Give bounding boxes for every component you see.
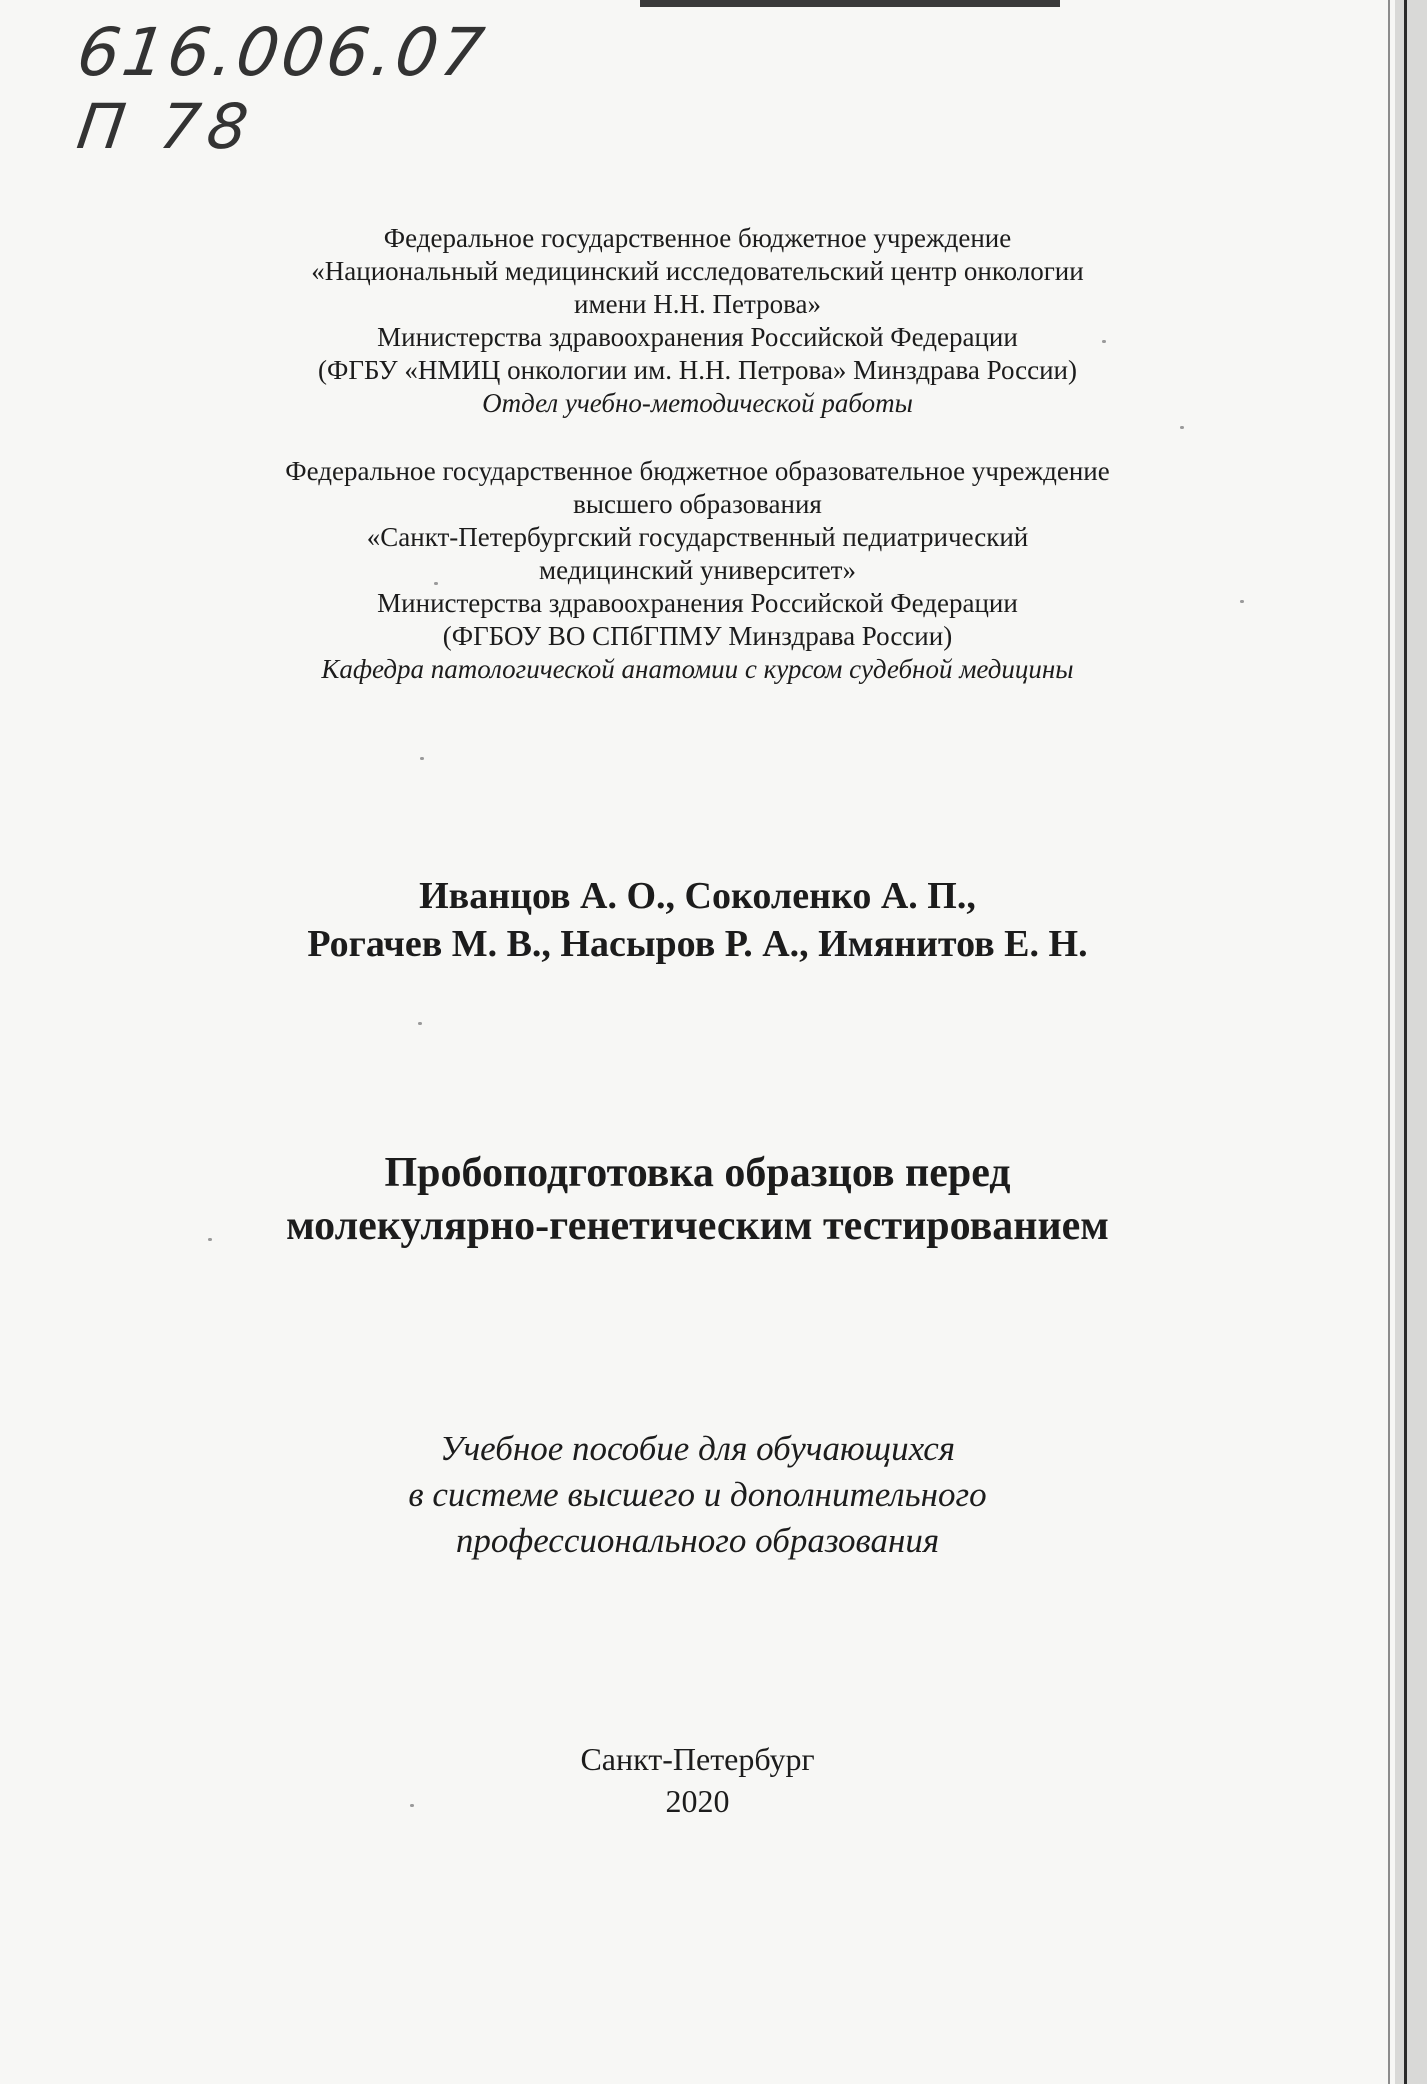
- scan-speck: [1240, 600, 1244, 603]
- page-edge: [1395, 0, 1427, 2084]
- authors-line: Рогачев М. В., Насыров Р. А., Имянитов Е. Н.: [307, 923, 1088, 965]
- book-subtitle-line: Учебное пособие для обучающихся: [439, 1429, 956, 1468]
- imprint-city: Санкт-Петербург: [580, 1741, 815, 1777]
- page-edge-line: [1404, 0, 1407, 2084]
- scan-speck: [1180, 426, 1184, 429]
- scan-speck: [410, 1804, 414, 1807]
- handwritten-classification-code: 616.006.07: [72, 14, 492, 91]
- book-title-line: Пробоподготовка образцов перед: [384, 1150, 1011, 1196]
- book-subtitle-line: профессионального образования: [455, 1521, 940, 1560]
- institution-1-line: Министерства здравоохранения Российской Федерации: [377, 322, 1018, 352]
- handwritten-author-mark: П 78: [72, 90, 261, 163]
- institution-1-block: [0, 222, 1395, 420]
- institution-2-line: Федеральное государственное бюджетное образовательное учреждение: [285, 456, 1110, 486]
- authors-block: [0, 872, 1395, 968]
- scan-speck: [208, 1238, 212, 1241]
- institution-1-line: «Национальный медицинский исследовательский центр онкологии: [311, 256, 1084, 286]
- authors-line: Иванцов А. О., Соколенко А. П.,: [419, 875, 976, 917]
- scan-speck: [1102, 340, 1106, 343]
- scan-speck: [420, 757, 424, 760]
- book-subtitle-line: в системе высшего и дополнительного: [408, 1475, 987, 1514]
- institution-1-line: имени Н.Н. Петрова»: [574, 289, 821, 319]
- imprint-year: 2020: [665, 1783, 730, 1819]
- institution-2-line: высшего образования: [573, 489, 822, 519]
- institution-1-department: Отдел учебно-методической работы: [482, 388, 913, 418]
- book-title-line: молекулярно-генетическим тестированием: [286, 1203, 1109, 1249]
- scan-speck: [418, 1022, 422, 1025]
- scan-speck: [434, 582, 438, 585]
- institution-1-line: Федеральное государственное бюджетное учреждение: [383, 223, 1012, 253]
- institution-2-department: Кафедра патологической анатомии с курсом судебной медицины: [321, 654, 1074, 684]
- institution-2-line: (ФГБОУ ВО СПбГПМУ Минздрава России): [442, 621, 953, 651]
- book-subtitle: [0, 1426, 1395, 1564]
- institution-2-block: [0, 455, 1395, 686]
- scan-top-mark: [640, 0, 1060, 7]
- imprint-block: [0, 1738, 1395, 1822]
- institution-2-line: медицинский университет»: [539, 555, 856, 585]
- institution-2-line: «Санкт-Петербургский государственный педиатрический: [366, 522, 1029, 552]
- institution-1-line: (ФГБУ «НМИЦ онкологии им. Н.Н. Петрова» Минздрава России): [318, 355, 1077, 385]
- institution-2-line: Министерства здравоохранения Российской Федерации: [377, 588, 1018, 618]
